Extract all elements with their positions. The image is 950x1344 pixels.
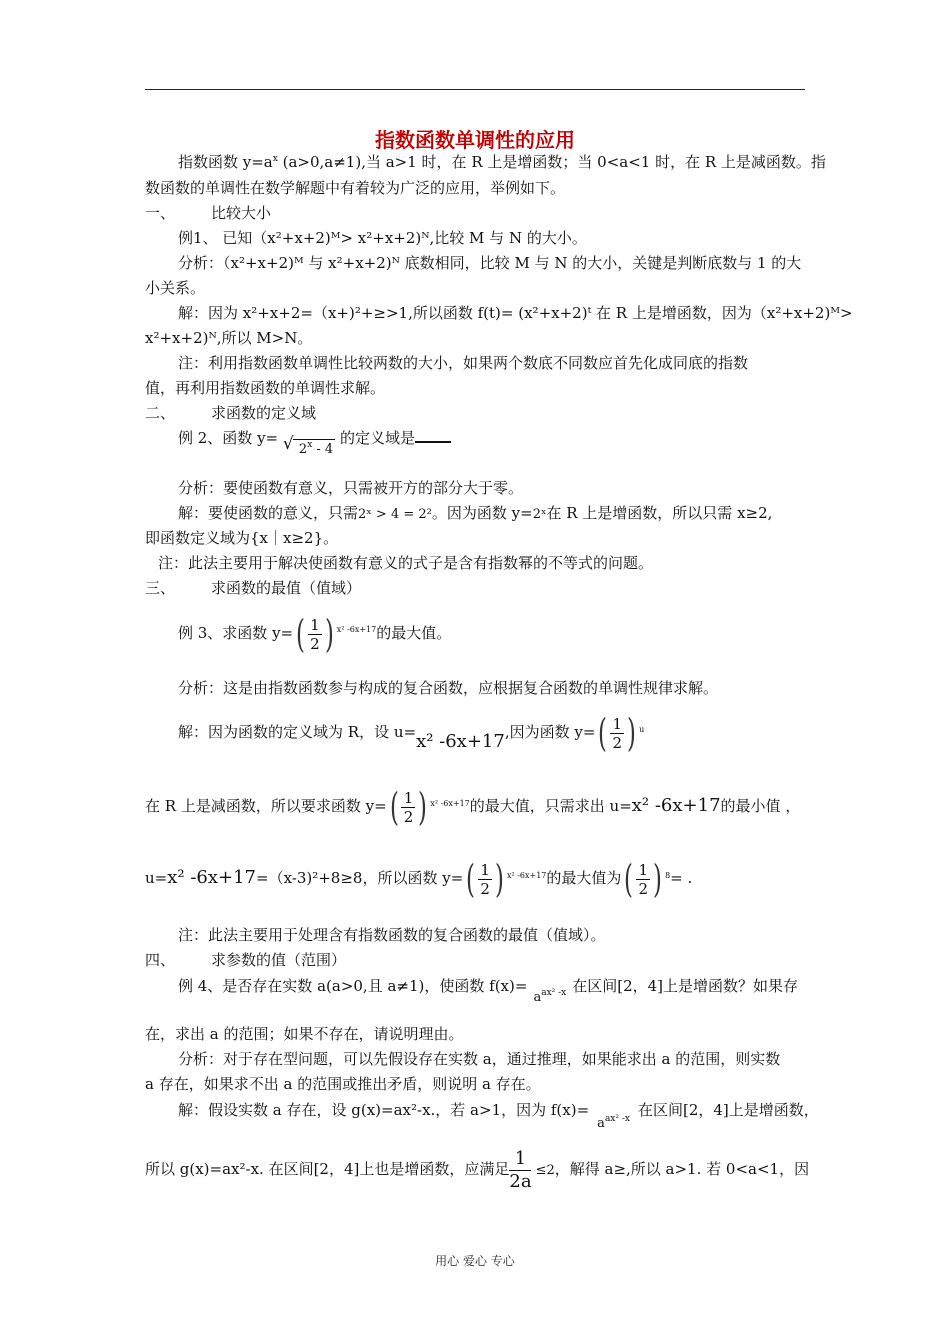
intro-text-a: 指数函数 y=a xyxy=(178,153,273,171)
u-expression: x² -6x+17 xyxy=(416,731,505,752)
frac-num: 1 xyxy=(310,615,320,634)
half-power-expression: ( $\frac{1}{2}$ ) x² -6x+17 xyxy=(466,857,547,901)
section-title: 求函数的定义域 xyxy=(211,404,317,422)
ex4-sol2-pre: 所以 g(x)=ax²-x. 在区间[2，4]上也是增函数，应满足 xyxy=(145,1160,510,1178)
answer-blank xyxy=(415,441,451,443)
ex3-q-pre: 例 3、求函数 y= xyxy=(178,624,294,642)
ex1-analysis-2: 小关系。 xyxy=(145,279,206,297)
ex3-solution-2 xyxy=(145,786,800,830)
frac-num: 1 xyxy=(514,1147,527,1169)
ex2-solution-2: 即函数定义域为{x｜x≥2}。 xyxy=(145,529,339,547)
ex3-line3-mid: =（x-3)²+8≥8，所以函数 y= xyxy=(256,869,464,887)
sqrt-rest: - 4 xyxy=(312,442,334,457)
ex4-analysis-1: 分析：对于存在型问题，可以先假设存在实数 a，通过推理，如果能求出 a 的范围，则实数 xyxy=(178,1050,781,1068)
frac-den: 2 xyxy=(612,733,623,752)
fn-base: a xyxy=(533,990,542,1005)
ex3-question xyxy=(178,614,451,654)
half-power-8: ( $\frac{1}{2}$ ) 8 xyxy=(624,857,671,901)
intro-text-b: (a>0,a≠1),当 a>1 时，在 R 上是增函数；当 0<a<1 时，在 R 上是减函数。指 xyxy=(277,153,826,171)
ex4-fn xyxy=(597,1116,630,1131)
ex4-sol-pre: 解：假设实数 a 存在，设 g(x)=ax²-x.，若 a>1，因为 f(x)= xyxy=(178,1101,590,1119)
ex4-question-1 xyxy=(178,976,799,1005)
intro-line-2: 数函数的单调性在数学解题中有着较为广泛的应用，举例如下。 xyxy=(145,179,566,197)
page-title: 指数函数单调性的应用 xyxy=(375,128,575,152)
ex3-q-post: 的最大值。 xyxy=(376,624,452,642)
section-heading-4 xyxy=(145,950,346,970)
intro-line-1 xyxy=(178,152,826,172)
le-two: ≤2 xyxy=(535,1163,555,1178)
ex1-solution-2: x²+x+2)ᴺ,所以 M>N。 xyxy=(145,329,313,347)
exponent: x² -6x+17 xyxy=(336,625,377,634)
header-rule xyxy=(145,89,805,90)
ex4-solution-1 xyxy=(178,1100,819,1131)
section-title: 比较大小 xyxy=(211,204,272,222)
ex3-line3-post: = . xyxy=(670,869,693,887)
exponent-8: 8 xyxy=(665,871,671,880)
frac-den: 2a xyxy=(509,1170,532,1192)
ex2-inequality: 2ˣ > 4 = 2² xyxy=(358,507,432,522)
section-num: 四、 xyxy=(145,951,176,969)
ex2-sol-mid: 。因为函数 y= xyxy=(431,504,533,522)
page-footer: 用心 爱心 专心 xyxy=(435,1254,515,1268)
ex1-note-2: 值，再利用指数函数的单调性求解。 xyxy=(145,379,386,397)
ex2-analysis: 分析：要使函数有意义，只需被开方的部分大于零。 xyxy=(178,479,524,497)
ex3-line2-pre: 在 R 上是减函数，所以要求函数 y= xyxy=(145,797,387,815)
ex4-sol2-post: ，解得 a≥,所以 a>1. 若 0<a<1，因 xyxy=(554,1160,810,1178)
ex3-sol-mid: ,因为函数 y= xyxy=(504,723,596,741)
ex4-q-post: 在区间[2，4]上是增函数？如果存 xyxy=(572,977,799,995)
sqrt-base: 2 xyxy=(298,442,308,457)
ex4-solution-2 xyxy=(145,1146,809,1196)
fn-base: a xyxy=(597,1116,605,1131)
ex3-line3-pre: u= xyxy=(145,869,168,887)
section-heading-3 xyxy=(145,578,361,598)
ex1-question: 例1、 已知（x²+x+2)ᴹ> x²+x+2)ᴺ,比较 M 与 N 的大小。 xyxy=(178,229,587,247)
u-expression: x² -6x+17 xyxy=(631,795,721,816)
u-expression: x² -6x+17 xyxy=(167,867,256,888)
ex2-fn: 2ˣ xyxy=(532,507,547,522)
ex3-sol-pre: 解：因为函数的定义域为 R，设 u= xyxy=(178,723,417,741)
half-power-expression: ( $\frac{1}{2}$ ) x² -6x+17 xyxy=(296,612,377,656)
section-num: 一、 xyxy=(145,204,176,222)
fn-exp: ax² -x xyxy=(541,988,567,998)
frac-num: 1 xyxy=(612,714,623,733)
ex1-solution-1: 解：因为 x²+x+2=（x+)²+≥>1,所以函数 f(t)= (x²+x+2)ᵗ 在 R 上是增函数，因为（x²+x+2)ᴹ> xyxy=(178,304,853,322)
section-num: 三、 xyxy=(145,579,176,597)
ex3-line3-mid2: 的最大值为 xyxy=(546,869,622,887)
section-title: 求参数的值（范围） xyxy=(211,951,347,969)
ex1-note-1: 注：利用指数函数单调性比较两数的大小，如果两个数底不同数应首先化成同底的指数 xyxy=(178,354,749,372)
sqrt-sup: x xyxy=(307,440,313,450)
ex4-q-pre: 例 4、是否存在实数 a(a>0,且 a≠1)，使函数 f(x)= xyxy=(178,977,528,995)
ex2-sol-pre: 解：要使函数的意义，只需 xyxy=(178,504,359,522)
frac-den: 2 xyxy=(403,807,414,826)
ex4-question-2: 在，求出 a 的范围；如果不存在，请说明理由。 xyxy=(145,1025,464,1043)
ex1-analysis-1: 分析：（x²+x+2)ᴹ 与 x²+x+2)ᴺ 底数相同，比较 M 与 N 的大小，关键是判断底数与 1 的大 xyxy=(178,254,802,272)
intro-sup: x xyxy=(272,154,278,164)
ex2-note: 注：此法主要用于解决使函数有意义的式子是含有指数幂的不等式的问题。 xyxy=(158,554,654,572)
ex2-q-post: 的定义域是 xyxy=(339,429,415,447)
ex3-line2-mid: 的最大值，只需求出 u= xyxy=(469,797,632,815)
ex3-note: 注：此法主要用于处理含有指数函数的复合函数的最值（值域）。 xyxy=(178,926,606,944)
exponent: x² -6x+17 xyxy=(506,871,547,880)
sqrt-icon: √ xyxy=(282,434,294,454)
frac-den: 2 xyxy=(310,634,320,653)
half-power-expression: ( $\frac{1}{2}$ ) x² -6x+17 xyxy=(389,785,470,829)
section-num: 二、 xyxy=(145,404,176,422)
section-heading-1 xyxy=(145,203,271,223)
ex3-solution-3 xyxy=(145,858,692,902)
section-title: 求函数的最值（值域） xyxy=(211,579,362,597)
fn-exp: ax² -x xyxy=(604,1114,630,1124)
frac-num: 1 xyxy=(480,860,490,879)
ex4-analysis-2: a 存在，如果求不出 a 的范围或推出矛盾，则说明 a 存在。 xyxy=(145,1075,541,1093)
ex3-analysis: 分析：这是由指数函数参与构成的复合函数，应根据复合函数的单调性规律求解。 xyxy=(178,679,719,697)
ex2-question xyxy=(178,428,451,457)
ex4-fn xyxy=(533,990,566,1005)
frac-num: 1 xyxy=(403,788,414,807)
sqrt-expression xyxy=(282,434,335,460)
ex3-solution-1 xyxy=(178,712,644,756)
ex4-sol-post: 在区间[2，4]上是增函数， xyxy=(637,1101,819,1119)
exponent: x² -6x+17 xyxy=(430,799,470,808)
ex2-sol-post: 在 R 上是增函数，所以只需 x≥2, xyxy=(546,504,773,522)
fraction-1-over-2a xyxy=(509,1148,531,1193)
ex2-solution-1 xyxy=(178,503,772,525)
half-power-u: ( $\frac{1}{2}$ ) u xyxy=(598,711,645,755)
frac-den: 2 xyxy=(638,879,648,898)
ex3-line2-post: 的最小值 ， xyxy=(720,797,801,815)
ex2-q-pre: 例 2、函数 y= xyxy=(178,429,279,447)
exponent-u: u xyxy=(639,725,645,734)
frac-den: 2 xyxy=(480,879,490,898)
section-heading-2 xyxy=(145,403,316,423)
frac-num: 1 xyxy=(638,860,648,879)
